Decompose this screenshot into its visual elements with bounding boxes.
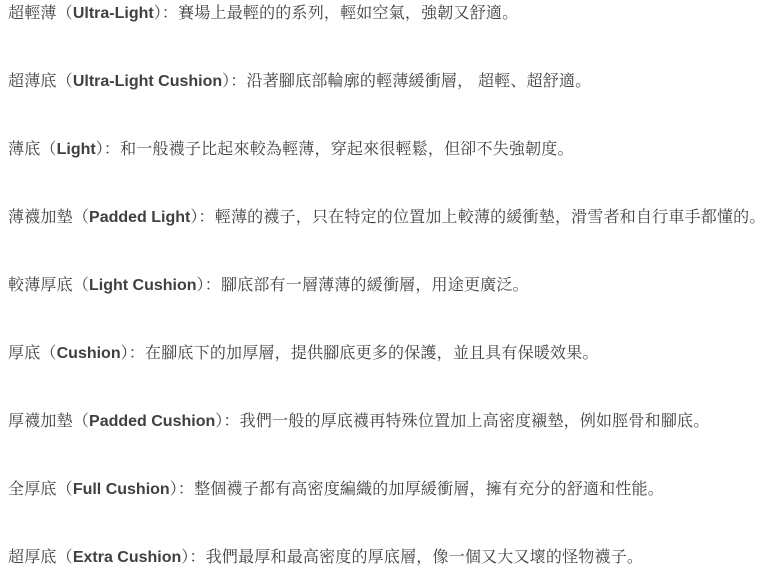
level-name-zh: 厚底	[8, 345, 41, 362]
cushion-level-item-padded-light	[8, 207, 771, 228]
open-paren: （	[40, 141, 57, 158]
level-description: 整個襪子都有高密度編織的加厚緩衝層，擁有充分的舒適和性能。	[194, 481, 664, 498]
cushion-level-item-padded-cushion	[8, 411, 771, 432]
level-name-en: Light	[56, 141, 96, 158]
close-paren-colon: ）：	[181, 549, 206, 566]
close-paren-colon: ）：	[196, 277, 221, 294]
close-paren-colon: ）：	[169, 481, 195, 498]
open-paren: （	[40, 345, 57, 362]
level-description: 在腳底下的加厚層，提供腳底更多的保護，並且具有保暖效果。	[145, 345, 599, 362]
level-name-zh: 厚襪加墊	[8, 413, 73, 430]
level-description: 我們最厚和最高密度的厚底層，像一個又大又壞的怪物襪子。	[205, 549, 644, 566]
cushion-level-item-ultra-light-cushion	[8, 71, 771, 92]
level-name-en: Light Cushion	[89, 277, 197, 294]
level-name-en: Ultra-Light Cushion	[72, 73, 223, 90]
close-paren-colon: ）：	[222, 73, 247, 90]
level-description: 輕薄的襪子，只在特定的位置加上較薄的緩衝墊，滑雪者和自行車手都懂的。	[214, 209, 766, 226]
level-description: 和一般襪子比起來較為輕薄，穿起來很輕鬆，但卻不失強韌度。	[120, 141, 574, 158]
level-description: 我們一般的厚底襪再特殊位置加上高密度襯墊，例如脛骨和腳底。	[239, 413, 710, 430]
level-name-zh: 超薄底	[8, 73, 57, 90]
cushion-level-item-cushion	[8, 343, 771, 364]
level-description: 賽場上最輕的的系列，輕如空氣，強韌又舒適。	[178, 5, 519, 22]
level-description: 腳底部有一層薄薄的緩衝層，用途更廣泛。	[220, 277, 529, 294]
close-paren-colon: ）：	[215, 413, 240, 430]
close-paren-colon: ）：	[153, 5, 179, 22]
close-paren-colon: ）：	[120, 345, 146, 362]
cushion-level-item-full-cushion	[8, 479, 771, 500]
open-paren: （	[72, 277, 90, 294]
cushion-level-item-light-cushion	[8, 275, 771, 296]
open-paren: （	[72, 413, 90, 430]
open-paren: （	[56, 481, 73, 498]
open-paren: （	[72, 209, 90, 226]
open-paren: （	[56, 5, 73, 22]
open-paren: （	[56, 549, 73, 566]
cushion-level-item-ultra-light	[8, 3, 771, 24]
level-name-zh: 薄襪加墊	[8, 209, 73, 226]
level-name-zh: 超輕薄	[8, 5, 57, 22]
cushion-level-item-light	[8, 139, 771, 160]
level-name-zh: 超厚底	[8, 549, 57, 566]
level-name-en: Cushion	[56, 345, 121, 362]
open-paren: （	[56, 73, 73, 90]
level-name-en: Ultra-Light	[72, 5, 154, 22]
level-description: 沿著腳底部輪廓的輕薄緩衝層， 超輕、超舒適。	[246, 73, 592, 90]
level-name-zh: 較薄厚底	[8, 277, 73, 294]
level-name-en: Padded Cushion	[89, 413, 216, 430]
level-name-en: Full Cushion	[72, 481, 170, 498]
close-paren-colon: ）：	[95, 141, 121, 158]
level-name-zh: 全厚底	[8, 481, 57, 498]
close-paren-colon: ）：	[190, 209, 215, 226]
cushion-level-item-extra-cushion	[8, 547, 771, 568]
level-name-en: Extra Cushion	[72, 549, 182, 566]
level-name-zh: 薄底	[8, 141, 41, 158]
level-name-en: Padded Light	[89, 209, 191, 226]
